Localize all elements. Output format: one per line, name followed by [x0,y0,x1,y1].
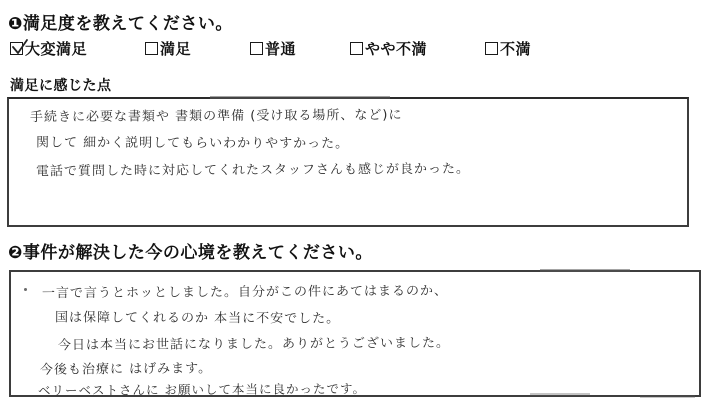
handwritten-line: 関して 細かく説明してもらいわかりやすかった。 [35,135,350,152]
scan-artifact [530,393,590,396]
scan-artifact [640,395,695,398]
question-2-title: ❷事件が解決した今の心境を教えてください。 [8,243,373,262]
handwritten-line: 国は保障してくれるのか 本当に不安でした。 [54,310,341,327]
checkbox-label: 普通 [265,40,297,58]
checkbox-option-neutral[interactable] [250,37,296,59]
checkbox-unchecked[interactable] [485,42,498,55]
checkbox-option-satisfied[interactable] [145,37,191,59]
satisfied-points-label: 満足に感じた点 [10,77,112,93]
checkbox-option-dissatisfied[interactable] [485,37,531,59]
checkbox-label: 満足 [160,40,192,58]
checkbox-checked[interactable] [10,42,23,55]
handwritten-line: 一言で言うとホッとしました。自分がこの件にあてはまるのか、 [41,283,449,302]
handwritten-line: ベリーベストさんに お願いして本当に良かったです。 [37,380,367,399]
scan-artifact [540,269,630,272]
pen-dot-mark [24,288,27,291]
checkbox-unchecked[interactable] [145,42,158,55]
checkbox-label: やや不満 [365,40,428,58]
handwritten-line: 手続きに必要な書類や 書類の準備 (受け取る場所、など)に [29,107,403,126]
handwritten-line: 今後も治療に はげみます。 [39,361,213,378]
checkbox-unchecked[interactable] [250,42,263,55]
satisfaction-options-row [0,37,712,59]
checkbox-label: 不満 [500,40,532,58]
handwritten-line: 電話で質問した時に対応してくれたスタッフさんも感じが良かった。 [35,161,471,180]
scan-artifact [210,96,390,99]
handwritten-line: 今日は本当にお世話になりました。ありがとうございました。 [57,335,451,354]
question-1-title: ❶満足度を教えてください。 [8,14,233,33]
checkbox-option-somewhat-dissatisfied[interactable] [350,37,427,59]
checkbox-option-very-satisfied[interactable] [10,37,87,59]
checkbox-unchecked[interactable] [350,42,363,55]
checkbox-label: 大変満足 [25,40,88,58]
